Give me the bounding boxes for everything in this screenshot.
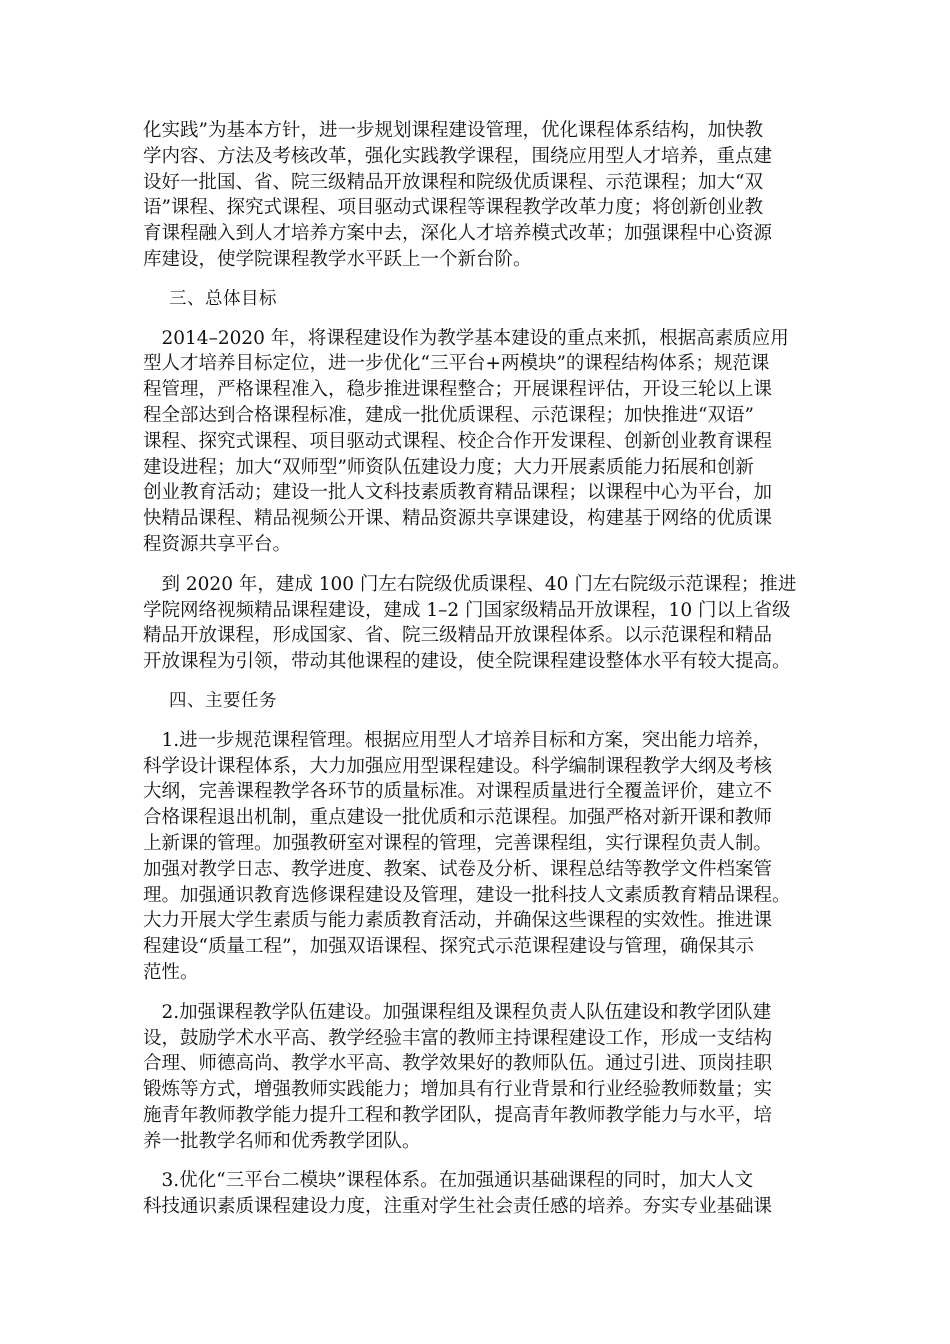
text-line: 程建设“质量工程”，加强双语课程、探究式示范课程建设与管理，确保其示: [143, 936, 754, 958]
text-line: 理。加强通识教育选修课程建设及管理，建设一批科技人文素质教育精品课程。: [143, 884, 791, 906]
text-line: 建设进程；加大“双师型”师资队伍建设力度；大力开展素质能力拓展和创新: [143, 456, 754, 478]
text-line: 学院网络视频精品课程建设，建成 1–2 门国家级精品开放课程，10 门以上省级: [143, 599, 791, 621]
targets-2020-paragraph: [143, 572, 809, 675]
text-line: 合格课程退出机制，重点建设一批优质和示范课程。加强严格对新开课和教师: [143, 807, 773, 829]
task-3-paragraph: [143, 1168, 809, 1220]
text-line: 锻炼等方式，增强教师实践能力；增加具有行业背景和行业经验教师数量；实: [143, 1079, 773, 1101]
text-line: 创业教育活动；建设一批人文科技素质教育精品课程；以课程中心为平台，加: [143, 482, 773, 504]
text-line: 2014–2020 年，将课程建设作为教学基本建设的重点来抓，根据高素质应用: [143, 327, 789, 349]
text-line: 科学设计课程体系，大力加强应用型课程建设。科学编制课程教学大纲及考核: [143, 755, 773, 777]
text-line: 库建设，使学院课程教学水平跃上一个新台阶。: [143, 248, 532, 270]
text-line: 型人才培养目标定位，进一步优化“三平台+两模块”的课程结构体系；规范课: [143, 353, 770, 375]
text-line: 1.进一步规范课程管理。根据应用型人才培养目标和方案，突出能力培养，: [143, 729, 772, 751]
text-line: 精品开放课程，形成国家、省、院三级精品开放课程体系。以示范课程和精品: [143, 625, 773, 647]
section-heading-overall-goals: 三、总体目标: [169, 288, 277, 309]
text-line: 大纲，完善课程教学各环节的质量标准。对课程质量进行全覆盖评价，建立不: [143, 781, 773, 803]
text-line: 化实践”为基本方针，进一步规划课程建设管理，优化课程体系结构，加快教: [143, 120, 763, 141]
text-line: 学内容、方法及考核改革，强化实践教学课程，围绕应用型人才培养，重点建: [143, 145, 773, 167]
text-line: 养一批教学名师和优秀教学团队。: [143, 1130, 421, 1152]
text-line: 加强对教学日志、教学进度、教案、试卷及分析、课程总结等教学文件档案管: [143, 858, 773, 880]
text-line: 育课程融入到人才培养方案中去，深化人才培养模式改革；加强课程中心资源: [143, 223, 773, 245]
goals-paragraph: [143, 326, 809, 558]
text-line: 课程、探究式课程、项目驱动式课程、校企合作开发课程、创新创业教育课程: [143, 430, 773, 452]
task-2-paragraph: [143, 1000, 809, 1155]
text-line: 程全部达到合格课程标准，建成一批优质课程、示范课程；加快推进“双语”: [143, 404, 754, 426]
text-line: 施青年教师教学能力提升工程和教学团队，提高青年教师教学能力与水平，培: [143, 1104, 773, 1126]
text-line: 快精品课程、精品视频公开课、精品资源共享课建设，构建基于网络的优质课: [143, 508, 773, 530]
text-line: 设好一批国、省、院三级精品开放课程和院级优质课程、示范课程；加大“双: [143, 171, 763, 193]
text-line: 大力开展大学生素质与能力素质教育活动，并确保这些课程的实效性。推进课: [143, 910, 773, 932]
text-line: 程管理，严格课程准入，稳步推进课程整合；开展课程评估，开设三轮以上课: [143, 379, 773, 401]
task-1-paragraph: [143, 728, 809, 986]
intro-paragraph: [143, 118, 809, 273]
text-line: 开放课程为引领，带动其他课程的建设，使全院课程建设整体水平有较大提高。: [143, 651, 791, 673]
text-line: 程资源共享平台。: [143, 533, 292, 555]
text-line: 合理、师德高尚、教学水平高、教学效果好的教师队伍。通过引进、顶岗挂职: [143, 1053, 773, 1075]
text-line: 设，鼓励学术水平高、教学经验丰富的教师主持课程建设工作，形成一支结构: [143, 1027, 773, 1049]
text-line: 到 2020 年，建成 100 门左右院级优质课程、40 门左右院级示范课程；推进: [143, 573, 797, 595]
section-heading-main-tasks: 四、主要任务: [169, 690, 277, 711]
text-line: 上新课的管理。加强教研室对课程的管理，完善课程组，实行课程负责人制。: [143, 832, 773, 854]
document-body: [143, 118, 809, 1234]
text-line: 范性。: [143, 961, 199, 983]
text-line: 3.优化“三平台二模块”课程体系。在加强通识基础课程的同时，加大人文: [143, 1170, 754, 1192]
text-line: 科技通识素质课程建设力度，注重对学生社会责任感的培养。夯实专业基础课: [143, 1196, 773, 1218]
text-line: 2.加强课程教学队伍建设。加强课程组及课程负责人队伍建设和教学团队建: [143, 1001, 772, 1023]
text-line: 语”课程、探究式课程、项目驱动式课程等课程教学改革力度；将创新创业教: [143, 197, 763, 219]
